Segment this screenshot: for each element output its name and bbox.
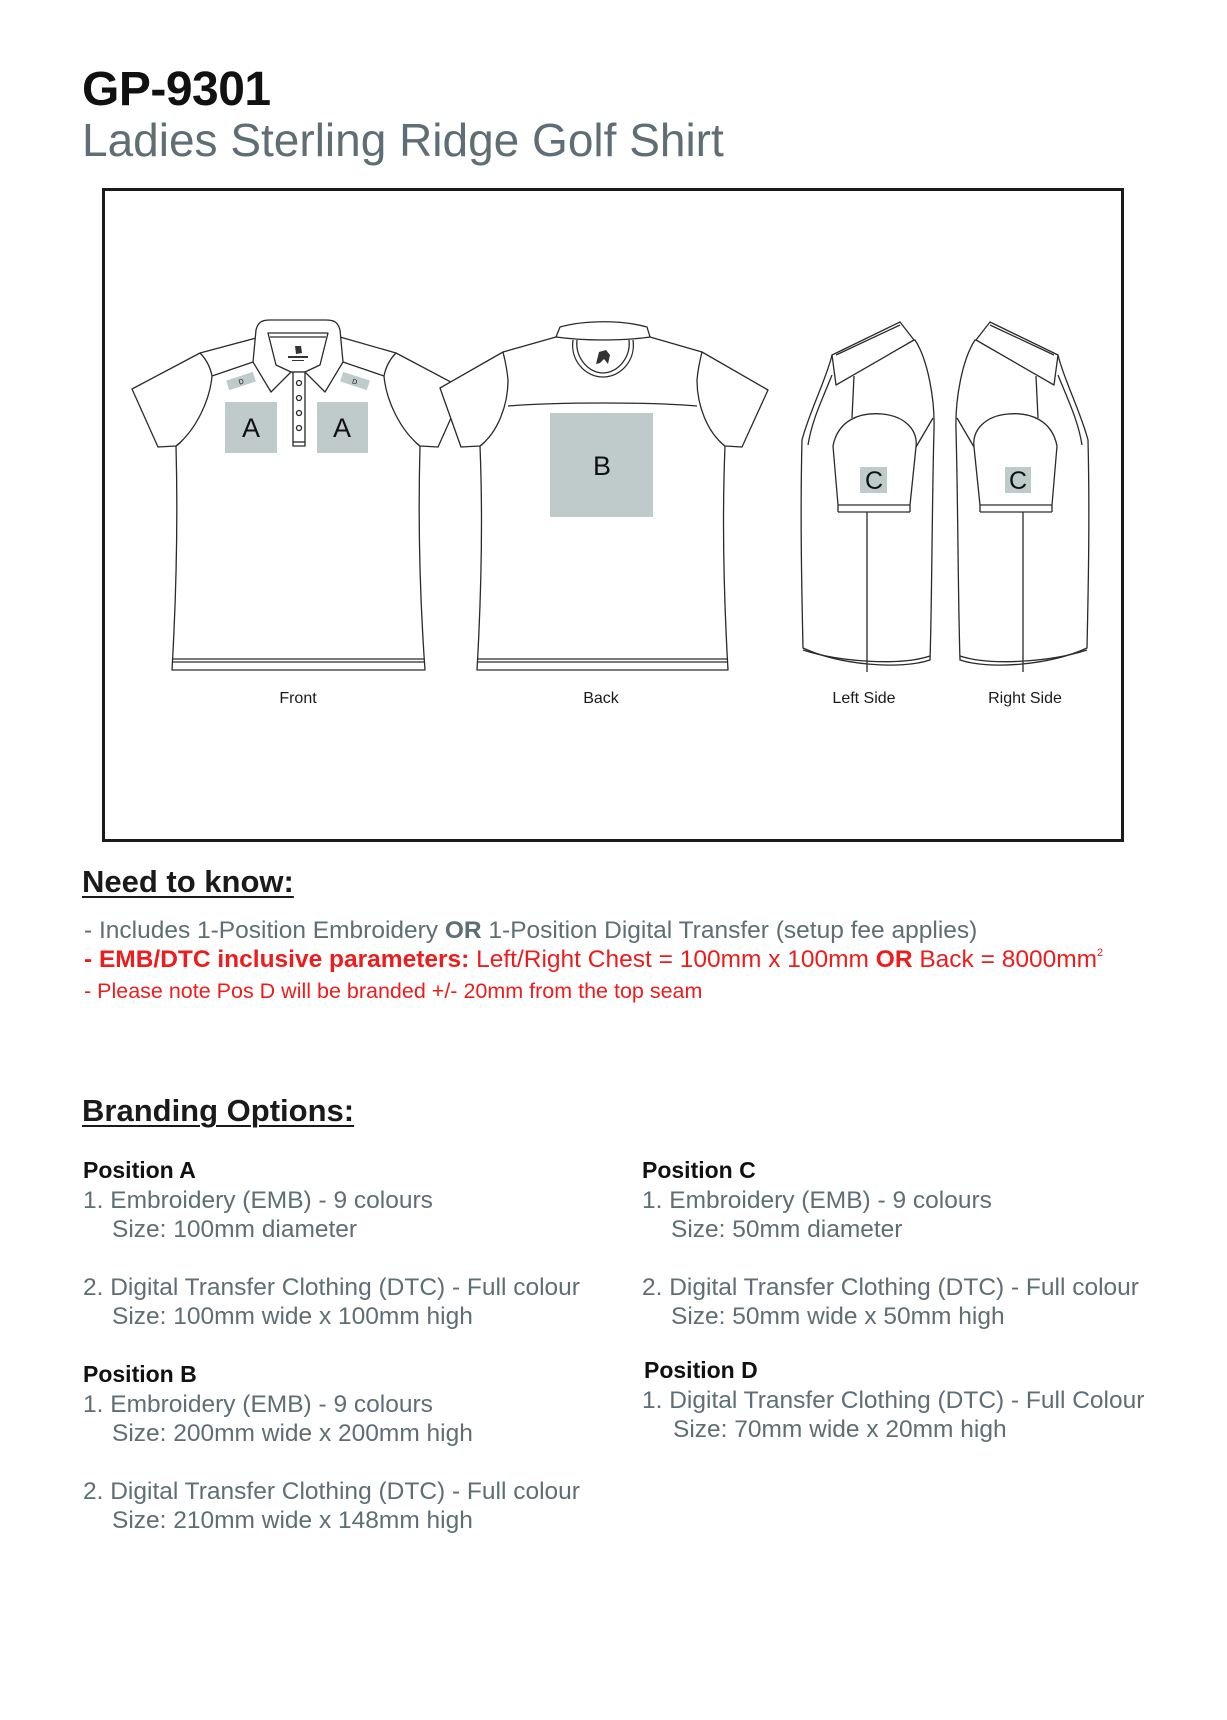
line-2-superscript: 2 [1097, 947, 1104, 959]
position-b-block [83, 1361, 580, 1535]
option-size: Size: 100mm diameter [112, 1216, 358, 1243]
need-to-know-heading: Need to know: [82, 864, 294, 899]
option-method: 2. Digital Transfer Clothing (DTC) - Full colour [83, 1478, 580, 1505]
need-to-know-line-3: - Please note Pos D will be branded +/- 20mm from the top seam [84, 979, 703, 1003]
line-1-suffix: 1-Position Digital Transfer (setup fee applies) [481, 917, 978, 944]
product-name: Ladies Sterling Ridge Golf Shirt [82, 114, 724, 166]
position-c-option-2 [642, 1273, 1139, 1331]
option-method: 2. Digital Transfer Clothing (DTC) - Full colour [83, 1274, 580, 1301]
view-label-front: Front [279, 690, 317, 707]
option-size: Size: 50mm diameter [671, 1216, 903, 1243]
position-b-option-2 [83, 1477, 580, 1535]
position-b-option-1 [83, 1390, 580, 1448]
line-1-prefix: - Includes 1-Position Embroidery [84, 917, 445, 944]
product-code: GP-9301 [82, 63, 271, 116]
front-shirt [132, 320, 464, 670]
marker-label-c-left: C [864, 467, 884, 495]
marker-label-d-right: D [351, 378, 359, 387]
position-c-block [642, 1157, 1139, 1331]
right-side-shirt [956, 322, 1089, 672]
line-2-suffix: Back = 8000mm [912, 946, 1098, 973]
option-method: 1. Embroidery (EMB) - 9 colours [83, 1187, 433, 1214]
option-method: 2. Digital Transfer Clothing (DTC) - Full colour [642, 1274, 1139, 1301]
left-side-shirt [801, 322, 934, 672]
line-2-or: OR [875, 946, 913, 973]
line-2-bold-prefix: - EMB/DTC inclusive parameters: [84, 946, 470, 973]
option-size: Size: 210mm wide x 148mm high [112, 1507, 473, 1534]
position-a-option-2 [83, 1273, 580, 1331]
option-method: 1. Embroidery (EMB) - 9 colours [642, 1187, 992, 1214]
need-to-know-line-1 [84, 917, 977, 945]
marker-label-b: B [592, 451, 612, 481]
view-label-left-side: Left Side [832, 690, 896, 707]
position-d-title: Position D [644, 1357, 758, 1383]
view-label-back: Back [583, 690, 619, 707]
position-a-title: Position A [83, 1157, 196, 1183]
option-size: Size: 70mm wide x 20mm high [673, 1416, 1007, 1443]
marker-label-a-left: A [241, 413, 261, 443]
position-c-title: Position C [642, 1157, 756, 1183]
garment-diagram-frame [102, 188, 1124, 842]
option-size: Size: 50mm wide x 50mm high [671, 1303, 1005, 1330]
line-1-or: OR [444, 917, 482, 944]
marker-label-d-left: D [237, 378, 245, 387]
position-a-block [83, 1157, 580, 1331]
position-d-option-1 [644, 1386, 1144, 1444]
position-d-block [644, 1357, 1144, 1444]
branding-options-heading: Branding Options: [82, 1093, 355, 1128]
line-2-middle: Left/Right Chest = 100mm x 100mm [469, 946, 876, 973]
position-c-option-1 [642, 1186, 1139, 1244]
position-a-option-1 [83, 1186, 580, 1244]
view-label-right-side: Right Side [988, 690, 1062, 707]
marker-label-c-right: C [1008, 467, 1028, 495]
option-size: Size: 100mm wide x 100mm high [112, 1303, 473, 1330]
option-size: Size: 200mm wide x 200mm high [112, 1420, 473, 1447]
need-to-know-line-2 [84, 946, 1103, 974]
marker-label-a-right: A [332, 413, 352, 443]
option-method: 1. Digital Transfer Clothing (DTC) - Full Colour [642, 1387, 1145, 1414]
option-method: 1. Embroidery (EMB) - 9 colours [83, 1391, 433, 1418]
position-b-title: Position B [83, 1361, 197, 1387]
